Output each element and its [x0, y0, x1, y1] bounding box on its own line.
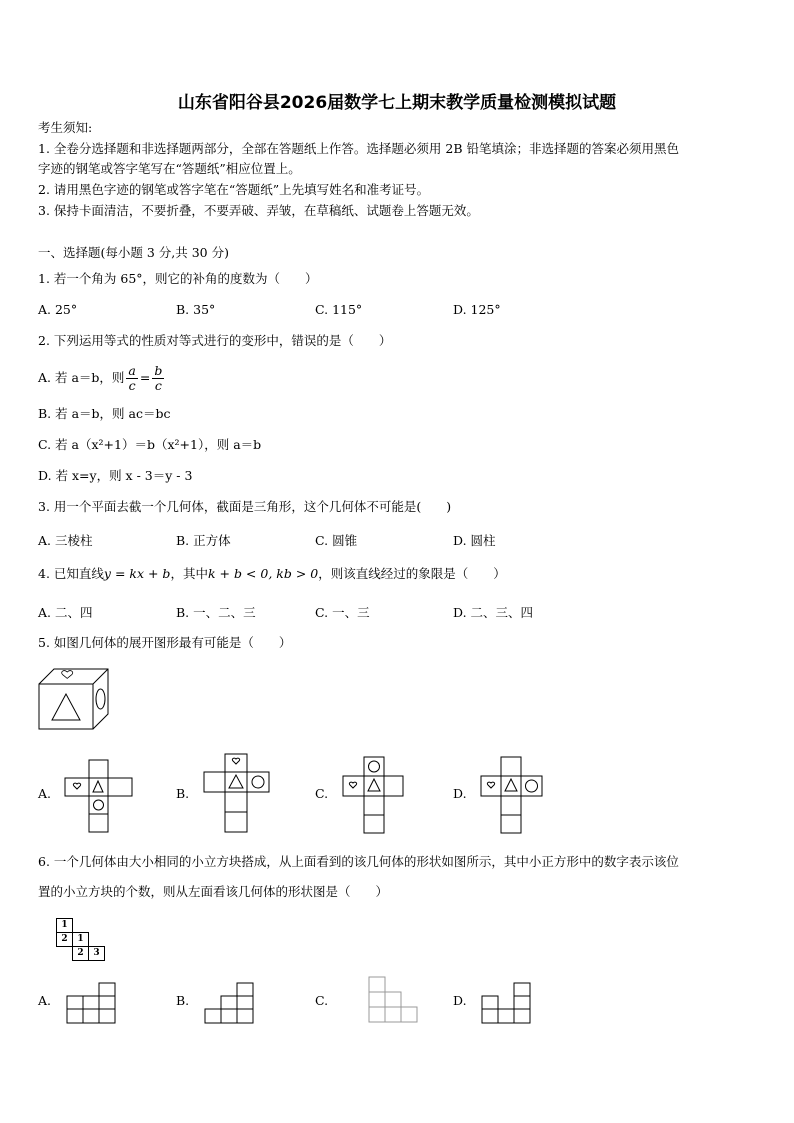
q4-stem-part-1: 4. 已知直线 — [38, 566, 104, 581]
q5-label-c: C. — [315, 786, 329, 801]
q2-option-d: D. 若 x=y，则 x - 3＝y - 3 — [38, 468, 193, 483]
line-equation: y = kx + b — [103, 566, 171, 581]
fraction-b-over-c: $\frac{b}{c}$ — [154, 363, 163, 393]
net-option-b — [203, 753, 271, 833]
q6-label-d: D. — [453, 993, 467, 1008]
left-view-option-b — [204, 982, 254, 1024]
equals-sign: = — [139, 370, 151, 385]
net-option-d — [480, 756, 544, 834]
q3-option-c: C. 圆锥 — [315, 533, 358, 548]
grid-cell: 3 — [88, 946, 105, 961]
q3-stem: 3. 用一个平面去截一个几何体，截面是三角形，这个几何体不可能是( ) — [38, 499, 452, 514]
q6-label-b: B. — [176, 993, 190, 1008]
top-view-grid — [56, 918, 108, 962]
q1-option-d: D. 125° — [453, 302, 501, 317]
q1-option-b: B. 35° — [176, 302, 216, 317]
grid-cell: 2 — [56, 932, 73, 947]
q2-option-a — [38, 362, 166, 394]
q4-stem-part-3: ，则该直线经过的象限是（ ） — [318, 566, 506, 581]
q2-option-c: C. 若 a（x²+1）＝b（x²+1），则 a＝b — [38, 437, 262, 452]
q1-stem: 1. 若一个角为 65°，则它的补角的度数为（ ） — [38, 271, 318, 286]
fraction-a-over-c: $\frac{a}{c}$ — [128, 363, 136, 393]
net-option-a — [64, 760, 134, 832]
condition-equation: k + b < 0, kb > 0 — [207, 566, 319, 581]
page-title: 山东省阳谷县2026届数学七上期末教学质量检测模拟试题 — [177, 93, 617, 113]
net-option-c — [342, 756, 404, 834]
grid-cell: 2 — [72, 946, 89, 961]
grid-cell: 1 — [56, 918, 73, 933]
section-heading: 一、选择题(每小题 3 分,共 30 分) — [38, 245, 229, 260]
q5-label-a: A. — [38, 786, 52, 801]
q2-stem: 2. 下列运用等式的性质对等式进行的变形中，错误的是（ ） — [38, 333, 392, 348]
q1-option-a: A. 25° — [38, 302, 78, 317]
left-view-option-d — [481, 982, 531, 1024]
q3-option-b: B. 正方体 — [176, 533, 231, 548]
cube-figure — [38, 668, 110, 730]
q2-option-b: B. 若 a＝b，则 ac＝bc — [38, 406, 171, 421]
q4-option-c: C. 一、三 — [315, 605, 370, 620]
q4-option-d: D. 二、三、四 — [453, 605, 534, 620]
q6-label-a: A. — [38, 993, 52, 1008]
notice-item-2: 2. 请用黑色字迹的钢笔或答字笔在“答题纸”上先填写姓名和准考证号。 — [38, 182, 430, 197]
notice-item-1-cont: 字迹的钢笔或答字笔写在“答题纸”相应位置上。 — [38, 161, 301, 176]
q2-option-a-prefix: A. 若 a＝b，则 — [38, 370, 125, 385]
grid-cell: 1 — [72, 932, 89, 947]
q5-label-b: B. — [176, 786, 190, 801]
q6-stem-line-1: 6. 一个几何体由大小相同的小立方块搭成，从上面看到的该几何体的形状如图所示，其中小正方形中的数字表示该位 — [38, 854, 679, 869]
q3-option-d: D. 圆柱 — [453, 533, 496, 548]
q4-stem — [38, 566, 506, 582]
left-view-option-c — [368, 976, 418, 1024]
q4-option-b: B. 一、二、三 — [176, 605, 256, 620]
q6-stem-line-2: 置的小立方块的个数，则从左面看该几何体的形状图是（ ） — [38, 884, 389, 899]
notice-item-3: 3. 保持卡面清洁，不要折叠，不要弄破、弄皱，在草稿纸、试题卷上答题无效。 — [38, 203, 479, 218]
q3-option-a: A. 三棱柱 — [38, 533, 93, 548]
left-view-option-a — [66, 982, 116, 1024]
q1-option-c: C. 115° — [315, 302, 363, 317]
q5-stem: 5. 如图几何体的展开图形最有可能是（ ） — [38, 635, 292, 650]
q4-option-a: A. 二、四 — [38, 605, 93, 620]
q6-label-c: C. — [315, 993, 329, 1008]
notice-heading: 考生须知: — [38, 120, 93, 135]
q5-label-d: D. — [453, 786, 467, 801]
notice-item-1: 1. 全卷分选择题和非选择题两部分，全部在答题纸上作答。选择题必须用 2B 铅笔填涂；非选择题的答案必须用黑色 — [38, 141, 679, 156]
q4-stem-part-2: ，其中 — [170, 566, 208, 581]
